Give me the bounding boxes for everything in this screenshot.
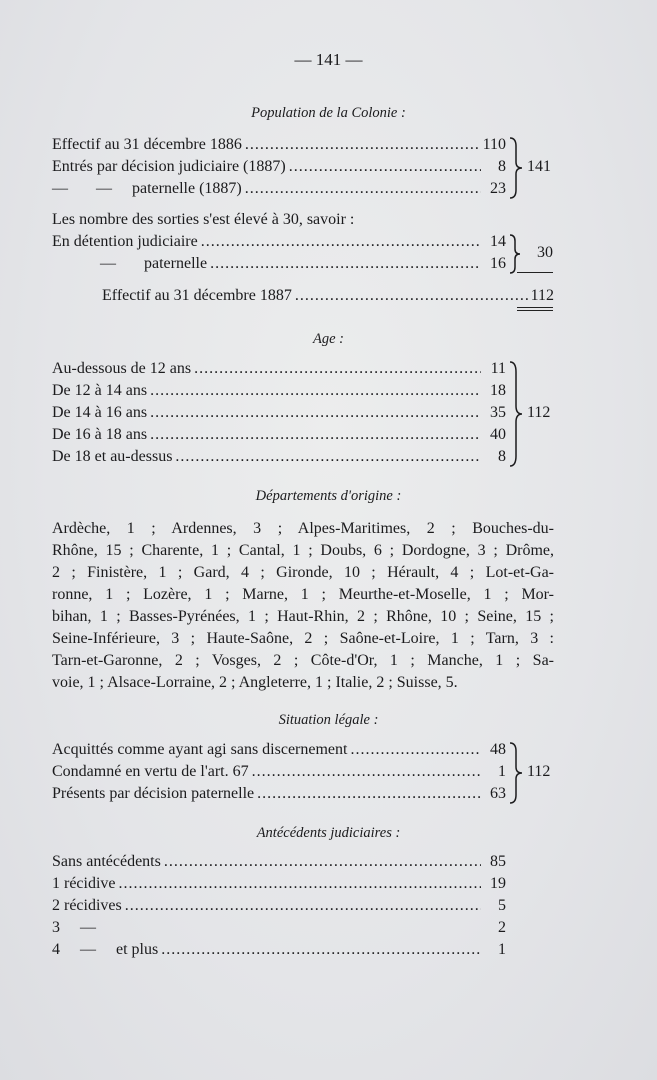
leader-dots (150, 424, 481, 446)
row-value: 110 (482, 136, 506, 153)
right-brace-icon (508, 360, 524, 468)
text-line: Rhône, 15 ; Charente, 1 ; Cantal, 1 ; Doubs, 6 ; Dordogne, 3 ; Drôme, (52, 542, 554, 559)
text-line: Ardèche, 1 ; Ardennes, 3 ; Alpes-Maritimes, 2 ; Bouches-du- (52, 520, 554, 537)
right-brace-icon (508, 233, 522, 275)
situation-total: 112 (527, 763, 551, 780)
age-row (52, 358, 506, 380)
row-value: 8 (498, 158, 506, 175)
leader-dots (161, 939, 481, 961)
age-total: 112 (527, 404, 551, 421)
antecedents-row (52, 895, 506, 917)
divider (517, 307, 553, 308)
row-value: 35 (490, 404, 506, 421)
row-label: — — paternelle (1887) (52, 180, 242, 197)
sorties-total: 30 (537, 244, 553, 261)
row-value: 14 (490, 233, 506, 250)
row-label: Acquittés comme ayant agi sans discernement (52, 741, 348, 758)
effectif-row (102, 285, 554, 307)
section-heading-situation: Situation légale : (278, 712, 379, 728)
text-line: bihan, 1 ; Basses-Pyrénées, 1 ; Haut-Rhin, 2 ; Rhône, 10 ; Seine, 15 ; (52, 608, 554, 625)
page-number: — 141 — (294, 50, 363, 69)
row-label: Condamné en vertu de l'art. 67 (52, 763, 249, 780)
leader-dots (245, 134, 480, 156)
row-value: 18 (490, 382, 506, 399)
text-line: Seine-Inférieure, 3 ; Haute-Saône, 2 ; Saône-et-Loire, 1 ; Tarn, 3 : (52, 630, 554, 647)
leader-dots (257, 783, 481, 805)
leader-dots (289, 156, 481, 178)
row-label: De 14 à 16 ans (52, 404, 148, 421)
row-label: Au-dessous de 12 ans (52, 360, 192, 377)
row-value: 2 (498, 919, 506, 936)
age-row (52, 380, 506, 402)
text-line: 2 ; Finistère, 1 ; Gard, 4 ; Gironde, 10 ; Hérault, 4 ; Lot-et-Ga- (52, 564, 554, 581)
leader-dots (210, 253, 481, 275)
text-line: voie, 1 ; Alsace-Lorraine, 2 ; Angleterre, 1 ; Italie, 2 ; Suisse, 5. (52, 674, 458, 691)
row-value: 8 (498, 448, 506, 465)
text-line: Tarn-et-Garonne, 2 ; Vosges, 2 ; Côte-d'Or, 1 ; Manche, 1 ; Sa- (52, 652, 554, 669)
leader-dots (175, 446, 481, 468)
right-brace-icon (508, 741, 524, 805)
leader-dots (164, 851, 481, 873)
sorties-text: Les nombre des sorties s'est élevé à 30, savoir : (52, 211, 355, 228)
row-label: — paternelle (100, 255, 208, 272)
row-label: 2 récidives (52, 897, 122, 914)
leader-dots (350, 739, 481, 761)
situation-row (52, 739, 506, 761)
age-row (52, 424, 506, 446)
row-value: 48 (490, 741, 506, 758)
antecedents-row (52, 873, 506, 895)
row-label: 4 — et plus (52, 941, 159, 958)
row-value: 112 (530, 287, 554, 304)
row-value: 63 (490, 785, 506, 802)
row-label: Effectif au 31 décembre 1886 (52, 136, 242, 153)
population-group-total: 141 (527, 158, 551, 175)
age-row (52, 402, 506, 424)
row-value: 16 (490, 255, 506, 272)
row-value: 1 (498, 763, 506, 780)
sorties-row (100, 253, 506, 275)
antecedents-row (52, 851, 506, 873)
divider (517, 310, 553, 311)
section-heading-population: Population de la Colonie : (251, 105, 406, 121)
row-value: 11 (490, 360, 506, 377)
situation-row (52, 761, 506, 783)
row-label: 1 récidive (52, 875, 116, 892)
text-line: ronne, 1 ; Lozère, 1 ; Marne, 1 ; Meurthe-et-Moselle, 1 ; Mor- (52, 586, 554, 603)
leader-dots (125, 895, 481, 917)
departements-paragraph (52, 518, 554, 694)
row-value: 23 (490, 180, 506, 197)
row-value: 19 (490, 875, 506, 892)
section-heading-antecedents: Antécédents judiciaires : (256, 825, 401, 841)
row-label: De 12 à 14 ans (52, 382, 148, 399)
section-heading-departements: Départements d'origine : (255, 488, 402, 504)
row-label: Présents par décision paternelle (52, 785, 255, 802)
leader-dots (295, 285, 528, 307)
row-label: En détention judiciaire (52, 233, 198, 250)
age-row (52, 446, 506, 468)
row-label: De 16 à 18 ans (52, 426, 148, 443)
row-value: 1 (498, 941, 506, 958)
leader-dots (252, 761, 481, 783)
row-value: 40 (490, 426, 506, 443)
leader-dots (201, 231, 481, 253)
leader-dots (119, 873, 481, 895)
leader-dots (194, 358, 481, 380)
population-row (52, 156, 506, 178)
row-label: Entrés par décision judiciaire (1887) (52, 158, 286, 175)
sorties-row (52, 231, 506, 253)
right-brace-icon (508, 136, 524, 200)
antecedents-row (52, 939, 506, 961)
leader-dots (150, 380, 481, 402)
section-heading-age: Age : (313, 331, 344, 347)
row-label: Sans antécédents (52, 853, 161, 870)
row-value: 5 (498, 897, 506, 914)
situation-row (52, 783, 506, 805)
divider (517, 272, 553, 273)
antecedents-row (52, 917, 506, 939)
population-row (52, 178, 506, 200)
row-label: 3 — (52, 919, 96, 936)
row-label: Effectif au 31 décembre 1887 (102, 287, 292, 304)
row-label: De 18 et au-dessus (52, 448, 173, 465)
population-row (52, 134, 506, 156)
leader-dots (245, 178, 481, 200)
leader-dots (150, 402, 481, 424)
row-value: 85 (490, 853, 506, 870)
